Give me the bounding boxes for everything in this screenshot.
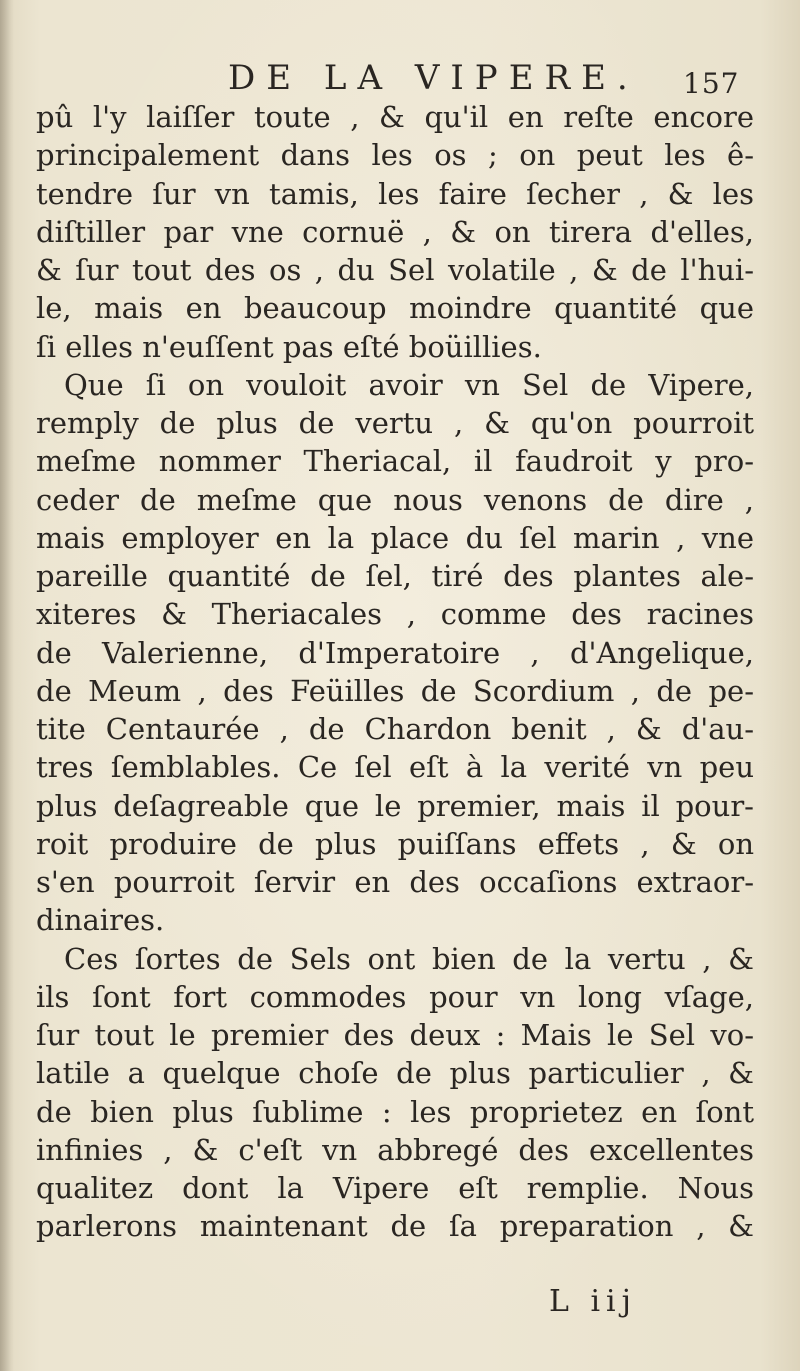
text-line: plus deſagreable que le premier, mais il pour- [36, 788, 754, 823]
text-line: roit produire de plus puiſſans effets , & on [36, 826, 754, 861]
text-line: diſtiller par vne cornuë , & on tirera d'elles, [36, 214, 754, 249]
text-line: tendre ſur vn tamis, les faire ſecher , & les [36, 176, 754, 211]
text-line: pû l'y laiſſer toute , & qu'il en reſte encore [36, 100, 754, 134]
text-line: tres ſemblables. Ce ſel eſt à la verité vn peu [36, 750, 754, 785]
text-line: qualitez dont la Vipere eſt remplie. Nous [36, 1171, 754, 1205]
text-line: remply de plus de vertu , & qu'on pourroit [36, 406, 754, 440]
running-title: DE LA VIPERE. [228, 58, 639, 98]
text-line: meſme nommer Theriacal, il faudroit y pro- [36, 444, 754, 479]
text-line: s'en pourroit ſervir en des occaſions extraor- [36, 865, 754, 899]
text-line: Que ſi on vouloit avoir vn Sel de Vipere, [64, 367, 754, 402]
text-line: principalement dans les os ; on peut les ê- [36, 138, 754, 173]
text-line: de bien plus ſublime : les proprietez en ſont [36, 1094, 754, 1129]
text-line: tite Centaurée , de Chardon benit , & d'au- [36, 712, 754, 746]
text-line: infinies , & c'eſt vn abbregé des excellentes [36, 1132, 754, 1167]
page-number: 157 [683, 67, 740, 100]
text-line: de Valerienne, d'Imperatoire , d'Angelique, [36, 635, 754, 670]
text-line: le, mais en beaucoup moindre quantité que [36, 291, 754, 326]
text-line: mais employer en la place du ſel marin , vne [36, 520, 754, 555]
binding-shadow [0, 0, 14, 1371]
text-line: ſi elles n'euſſent pas eſté boüillies. [36, 329, 542, 364]
text-line: pareille quantité de ſel, tiré des plantes ale- [36, 559, 754, 593]
text-line: ſur tout le premier des deux : Mais le Sel vo- [36, 1018, 754, 1052]
page-header [0, 58, 800, 98]
text-line: de Meum , des Feüilles de Scordium , de pe- [36, 673, 754, 708]
text-line: ils ſont fort commodes pour vn long vſage, [36, 979, 754, 1014]
signature-mark: L iij [549, 1284, 637, 1319]
text-line: Ces ſortes de Sels ont bien de la vertu , & [64, 941, 754, 976]
body-text [36, 98, 754, 1246]
text-line: ceder de meſme que nous venons de dire , [36, 482, 754, 517]
text-line: dinaires. [36, 903, 165, 938]
text-line: & ſur tout des os , du Sel volatile , & de l'hui- [36, 253, 754, 287]
text-line: xiteres & Theriacales , comme des racines [36, 597, 754, 632]
text-line: parlerons maintenant de ſa preparation , & [36, 1209, 754, 1244]
text-line: latile a quelque choſe de plus particulier , & [36, 1056, 754, 1091]
